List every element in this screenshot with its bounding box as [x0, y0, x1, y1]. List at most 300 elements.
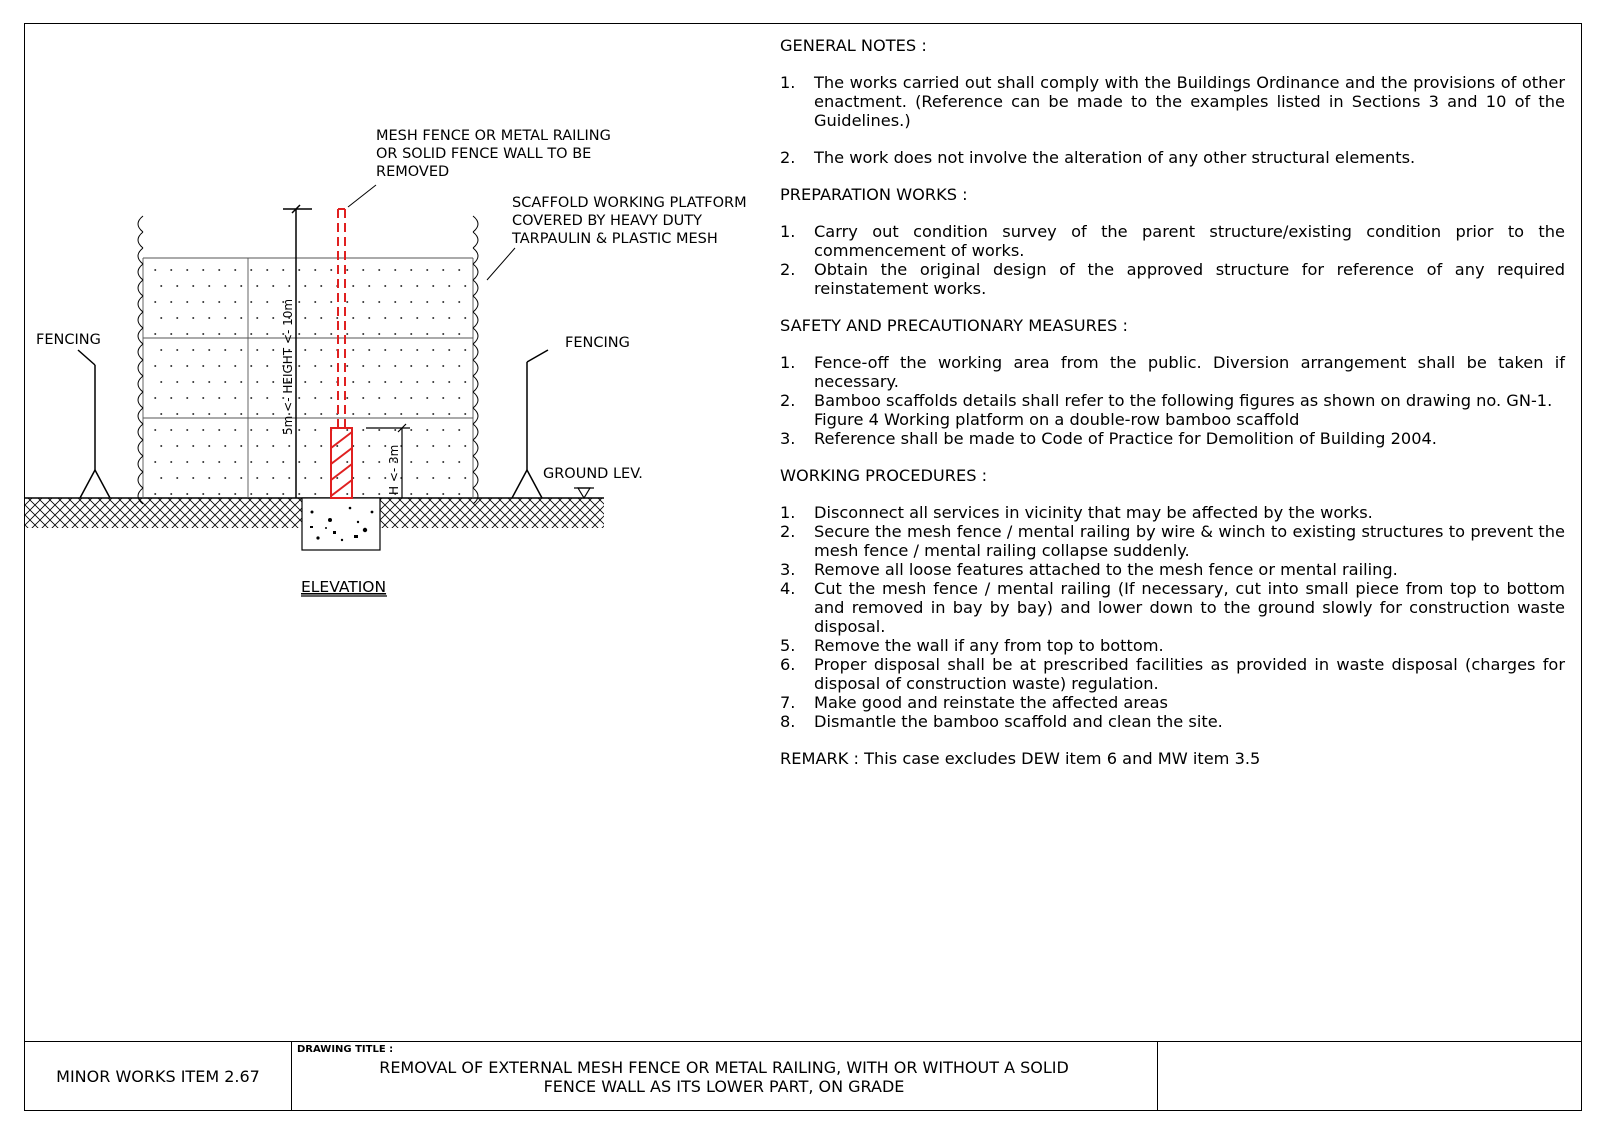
mesh-dot: [298, 365, 300, 367]
footing: [302, 498, 380, 550]
mesh-dot: [202, 461, 204, 463]
mesh-dot: [272, 349, 274, 351]
mesh-dot: [352, 381, 354, 383]
list-item: 8. Dismantle the bamboo scaffold and clean the site.: [780, 712, 1223, 731]
mesh-dot: [250, 429, 252, 431]
scaffold-leader: [487, 248, 515, 280]
mesh-dot: [186, 429, 188, 431]
mesh-dot: [170, 397, 172, 399]
fencing-left-post: [78, 350, 110, 498]
mesh-dot: [160, 349, 162, 351]
mesh-dot: [176, 445, 178, 447]
mesh-dot: [410, 333, 412, 335]
mesh-dot: [256, 445, 258, 447]
mesh-dot: [314, 493, 316, 495]
mesh-dot: [170, 365, 172, 367]
mesh-dot: [170, 461, 172, 463]
mesh-dot: [250, 365, 252, 367]
mesh-dot: [224, 413, 226, 415]
mesh-dot: [250, 333, 252, 335]
mesh-dot: [298, 301, 300, 303]
mesh-dot: [320, 285, 322, 287]
mesh-dot: [368, 445, 370, 447]
mesh-dot: [186, 301, 188, 303]
mesh-dot: [416, 445, 418, 447]
mesh-dot: [432, 413, 434, 415]
mesh-dot: [458, 333, 460, 335]
mesh-dot: [330, 365, 332, 367]
tarpaulin-scallop: [473, 216, 478, 504]
mesh-dot: [250, 461, 252, 463]
mesh-dot: [218, 429, 220, 431]
mesh-dot: [224, 445, 226, 447]
mesh-dot: [448, 349, 450, 351]
mesh-dot: [314, 397, 316, 399]
scaffold-tarpaulin-left: [138, 216, 143, 504]
mesh-dot: [240, 413, 242, 415]
mesh-dot: [384, 413, 386, 415]
mesh-fence-to-remove: [331, 209, 352, 498]
mesh-dot: [218, 365, 220, 367]
mesh-dot: [378, 269, 380, 271]
mesh-dot: [176, 317, 178, 319]
mesh-dot: [160, 381, 162, 383]
mesh-dot: [464, 381, 466, 383]
mesh-dot: [170, 493, 172, 495]
mesh-dot: [234, 269, 236, 271]
mesh-dot: [464, 477, 466, 479]
fencing-left-label: FENCING: [36, 332, 101, 348]
mesh-dot: [218, 397, 220, 399]
mesh-dot: [330, 333, 332, 335]
mesh-dot: [442, 429, 444, 431]
mesh-dot: [234, 493, 236, 495]
mesh-dot: [400, 413, 402, 415]
mesh-dot: [202, 429, 204, 431]
mesh-dot: [352, 285, 354, 287]
mesh-dot: [272, 413, 274, 415]
mesh-dot: [314, 333, 316, 335]
mesh-dot: [362, 269, 364, 271]
mesh-dot: [298, 429, 300, 431]
mesh-dot: [394, 429, 396, 431]
mesh-dot: [346, 397, 348, 399]
mesh-dot: [192, 413, 194, 415]
mesh-dot: [416, 477, 418, 479]
mesh-dot: [202, 301, 204, 303]
ground-level-symbol: [574, 488, 594, 498]
mesh-dot: [362, 493, 364, 495]
mesh-dot: [208, 445, 210, 447]
mesh-dot: [410, 269, 412, 271]
mesh-dot: [218, 461, 220, 463]
mesh-dot: [186, 365, 188, 367]
mesh-dot: [394, 301, 396, 303]
mesh-dot: [282, 493, 284, 495]
mesh-dot: [256, 413, 258, 415]
mesh-dot: [346, 429, 348, 431]
mesh-dot: [314, 365, 316, 367]
mesh-dot: [458, 493, 460, 495]
mesh-dot: [410, 493, 412, 495]
mesh-dot: [160, 285, 162, 287]
mesh-dot: [218, 333, 220, 335]
mesh-dot: [416, 413, 418, 415]
mesh-dot: [304, 413, 306, 415]
mesh-dot: [234, 429, 236, 431]
mesh-dot: [208, 349, 210, 351]
mesh-dot: [394, 333, 396, 335]
mesh-dot: [426, 333, 428, 335]
mesh-dot: [304, 445, 306, 447]
list-item: 7. Make good and reinstate the affected areas: [780, 693, 1168, 712]
mesh-dot: [154, 397, 156, 399]
mesh-dot: [320, 317, 322, 319]
mesh-dot: [394, 269, 396, 271]
mesh-dot: [384, 445, 386, 447]
mesh-dot: [378, 301, 380, 303]
mesh-dot: [192, 317, 194, 319]
procedures-section: [780, 466, 1565, 731]
mesh-dot: [336, 317, 338, 319]
mesh-dot: [224, 349, 226, 351]
mesh-dot: [218, 493, 220, 495]
mesh-dot: [368, 349, 370, 351]
h-dim-label: H <- 3m: [387, 444, 401, 495]
mesh-dot: [272, 381, 274, 383]
mesh-dot: [378, 429, 380, 431]
list-item: 2. Secure the mesh fence / mental railing by wire & winch to existing structures to prevent the mesh fence / mental railing collapse suddenly.: [780, 522, 1565, 560]
mesh-dot: [400, 349, 402, 351]
mesh-dot: [426, 301, 428, 303]
list-item: 2. Obtain the original design of the approved structure for reference of any required reinstatement works.: [780, 260, 1565, 298]
mesh-dot: [346, 333, 348, 335]
mesh-dot: [362, 301, 364, 303]
mesh-fence-label-line1: MESH FENCE OR METAL RAILING: [376, 128, 611, 144]
mesh-dot: [464, 445, 466, 447]
mesh-dot: [384, 477, 386, 479]
mesh-dot: [320, 477, 322, 479]
height-dim-label: 5m <- HEIGHT <- 10m: [281, 298, 295, 435]
mesh-dot: [416, 285, 418, 287]
mesh-dot: [170, 429, 172, 431]
mesh-dot: [298, 397, 300, 399]
mesh-dot: [314, 429, 316, 431]
mesh-dot: [272, 477, 274, 479]
list-item: 3. Remove all loose features attached to the mesh fence or mental railing.: [780, 560, 1398, 579]
mesh-dot: [442, 333, 444, 335]
mesh-dot: [352, 413, 354, 415]
mesh-dot: [448, 285, 450, 287]
mesh-dot: [272, 445, 274, 447]
mesh-dot: [304, 285, 306, 287]
mesh-dot: [176, 381, 178, 383]
mesh-dot: [272, 317, 274, 319]
drawing-title-cell: [291, 1042, 1158, 1110]
mesh-dot: [410, 365, 412, 367]
mesh-dot: [256, 285, 258, 287]
mesh-dot: [352, 349, 354, 351]
mesh-dot: [282, 461, 284, 463]
mesh-dot: [410, 301, 412, 303]
mesh-dot: [218, 301, 220, 303]
mesh-dot: [304, 349, 306, 351]
mesh-dot: [266, 269, 268, 271]
mesh-dot: [432, 381, 434, 383]
mesh-dot: [256, 381, 258, 383]
mesh-dot: [202, 269, 204, 271]
drawing-title-label: DRAWING TITLE :: [297, 1044, 394, 1055]
general-notes-heading: GENERAL NOTES :: [780, 36, 927, 55]
mesh-dot: [160, 477, 162, 479]
safety-section: [780, 316, 1565, 448]
mesh-dot: [464, 285, 466, 287]
mesh-dot: [432, 285, 434, 287]
mesh-dot: [320, 413, 322, 415]
mesh-dot: [362, 397, 364, 399]
list-item: 2. The work does not involve the alteration of any other structural elements.: [780, 148, 1416, 167]
mesh-dot: [250, 397, 252, 399]
list-item: 1. Fence-off the working area from the public. Diversion arrangement shall be taken if necessary.: [780, 353, 1565, 391]
mesh-fence-label-line2: OR SOLID FENCE WALL TO BE: [376, 146, 592, 162]
mesh-dot: [288, 285, 290, 287]
mesh-dot: [240, 477, 242, 479]
mesh-dot: [154, 365, 156, 367]
list-item: 1. Carry out condition survey of the parent structure/existing condition prior to the commencement of works.: [780, 222, 1565, 260]
mesh-dot: [442, 365, 444, 367]
mesh-dot: [234, 333, 236, 335]
mesh-dot: [458, 461, 460, 463]
mesh-dot: [378, 333, 380, 335]
mesh-dot: [442, 493, 444, 495]
mesh-dot: [186, 493, 188, 495]
mesh-dot: [298, 269, 300, 271]
mesh-dot: [266, 397, 268, 399]
mesh-dot: [432, 445, 434, 447]
mesh-dot: [154, 461, 156, 463]
list-item: 1. The works carried out shall comply with the Buildings Ordinance and the provisions of other enactment. (Reference can be made to the examples listed in Sections 3 and 10 of the Guidelines.): [780, 73, 1565, 130]
mesh-dot: [234, 397, 236, 399]
mesh-dot: [458, 269, 460, 271]
mesh-dot: [240, 445, 242, 447]
mesh-dot: [170, 301, 172, 303]
mesh-dot: [154, 333, 156, 335]
mesh-dot: [224, 317, 226, 319]
mesh-dot: [266, 333, 268, 335]
mesh-dot: [464, 317, 466, 319]
list-item: 6. Proper disposal shall be at prescribed facilities as provided in waste disposal (charges for disposal of construction waste) regulation.: [780, 655, 1565, 693]
scaffold-mesh-dots: [154, 269, 466, 495]
mesh-dot: [346, 269, 348, 271]
mesh-dot: [266, 365, 268, 367]
mesh-dot: [192, 349, 194, 351]
mesh-dot: [394, 397, 396, 399]
mesh-dot: [266, 493, 268, 495]
tarpaulin-scallop: [138, 216, 143, 504]
mesh-dot: [378, 461, 380, 463]
mesh-dot: [448, 413, 450, 415]
mesh-dot: [426, 493, 428, 495]
mesh-dot: [234, 301, 236, 303]
mesh-dot: [442, 301, 444, 303]
mesh-dot: [426, 429, 428, 431]
mesh-dot: [256, 317, 258, 319]
mesh-dot: [304, 317, 306, 319]
mesh-dot: [250, 493, 252, 495]
mesh-dot: [346, 461, 348, 463]
mesh-dot: [298, 493, 300, 495]
mesh-dot: [394, 365, 396, 367]
fencing-right-label: FENCING: [565, 335, 630, 351]
mesh-dot: [432, 317, 434, 319]
mesh-dot: [288, 445, 290, 447]
mesh-dot: [256, 349, 258, 351]
mesh-dot: [314, 269, 316, 271]
mesh-dot: [458, 301, 460, 303]
mesh-dot: [362, 429, 364, 431]
mesh-dot: [240, 285, 242, 287]
list-item: 4. Cut the mesh fence / mental railing (If necessary, cut into small piece from top to bottom and removed in bay by bay) and lower down to the ground slowly for construction waste disposal.: [780, 579, 1565, 636]
mesh-dot: [234, 365, 236, 367]
mesh-dot: [330, 397, 332, 399]
mesh-dot: [458, 397, 460, 399]
mesh-dot: [202, 397, 204, 399]
mesh-dot: [378, 397, 380, 399]
scaffold-frame: [143, 258, 473, 498]
mesh-dot: [202, 493, 204, 495]
mesh-dot: [448, 317, 450, 319]
mesh-dot: [160, 317, 162, 319]
mesh-dot: [320, 445, 322, 447]
mesh-dot: [458, 365, 460, 367]
mesh-fence-leader: [348, 185, 376, 207]
mesh-dot: [160, 445, 162, 447]
mesh-dot: [448, 381, 450, 383]
drawing-title-line1: REMOVAL OF EXTERNAL MESH FENCE OR METAL RAILING, WITH OR WITHOUT A SOLID: [379, 1058, 1069, 1077]
mesh-dot: [186, 461, 188, 463]
mesh-dot: [202, 333, 204, 335]
list-item: 5. Remove the wall if any from top to bottom.: [780, 636, 1164, 655]
mesh-dot: [378, 365, 380, 367]
mesh-dot: [218, 269, 220, 271]
mesh-dot: [240, 381, 242, 383]
mesh-dot: [160, 413, 162, 415]
mesh-dot: [464, 349, 466, 351]
mesh-dot: [250, 269, 252, 271]
scaffold-label-line1: SCAFFOLD WORKING PLATFORM: [512, 195, 747, 211]
mesh-dot: [266, 301, 268, 303]
mesh-dot: [272, 285, 274, 287]
mesh-dot: [320, 381, 322, 383]
mesh-dot: [208, 285, 210, 287]
mesh-dot: [416, 349, 418, 351]
mesh-dot: [362, 333, 364, 335]
mesh-dot: [362, 365, 364, 367]
mesh-dot: [416, 381, 418, 383]
drawing-title: [291, 1058, 1157, 1096]
mesh-dot: [176, 413, 178, 415]
mesh-dot: [234, 461, 236, 463]
scaffold-label-line2: COVERED BY HEAVY DUTY: [512, 213, 702, 229]
mesh-dot: [208, 381, 210, 383]
list-item: 3. Reference shall be made to Code of Practice for Demolition of Building 2004.: [780, 429, 1437, 448]
mesh-dot: [368, 413, 370, 415]
mesh-dot: [352, 317, 354, 319]
mesh-dot: [384, 349, 386, 351]
mesh-dot: [224, 477, 226, 479]
ground-level-label: GROUND LEV.: [543, 466, 643, 482]
mesh-dot: [362, 461, 364, 463]
mesh-dot: [208, 477, 210, 479]
mesh-dot: [192, 285, 194, 287]
mesh-dot: [384, 285, 386, 287]
mesh-dot: [368, 381, 370, 383]
procedures-heading: WORKING PROCEDURES :: [780, 466, 988, 485]
mesh-dot: [176, 477, 178, 479]
mesh-dot: [368, 477, 370, 479]
elevation-label: ELEVATION: [301, 578, 387, 596]
mesh-dot: [448, 477, 450, 479]
mesh-dot: [336, 445, 338, 447]
mesh-dot: [240, 317, 242, 319]
mesh-dot: [330, 269, 332, 271]
mesh-dot: [256, 477, 258, 479]
mesh-dot: [384, 317, 386, 319]
elevation-diagram: [0, 0, 780, 620]
mesh-dot: [202, 365, 204, 367]
mesh-dot: [410, 461, 412, 463]
mesh-dot: [314, 461, 316, 463]
list-item: 2. Bamboo scaffolds details shall refer to the following figures as shown on drawing no. GN-1. Figure 4 Working platform on a double-row bamboo scaffold: [780, 391, 1553, 429]
preparation-section: [780, 185, 1565, 298]
mesh-dot: [154, 429, 156, 431]
mesh-dot: [400, 317, 402, 319]
mesh-dot: [400, 381, 402, 383]
mesh-dot: [250, 301, 252, 303]
preparation-heading: PREPARATION WORKS :: [780, 185, 968, 204]
mesh-dot: [224, 381, 226, 383]
mesh-dot: [426, 365, 428, 367]
mesh-dot: [170, 269, 172, 271]
general-notes-section: [780, 36, 1565, 167]
mesh-dot: [410, 397, 412, 399]
mesh-dot: [464, 413, 466, 415]
mesh-dot: [330, 301, 332, 303]
mesh-dot: [426, 461, 428, 463]
scaffold-label-line3: TARPAULIN & PLASTIC MESH: [512, 231, 718, 247]
mesh-dot: [448, 445, 450, 447]
mesh-dot: [154, 269, 156, 271]
mesh-dot: [266, 461, 268, 463]
mesh-dot: [410, 429, 412, 431]
remark: REMARK : This case excludes DEW item 6 and MW item 3.5: [780, 749, 1261, 768]
mesh-dot: [208, 317, 210, 319]
minor-works-item: MINOR WORKS ITEM 2.67: [25, 1042, 292, 1110]
mesh-fence-label-line3: REMOVED: [376, 164, 450, 180]
mesh-dot: [442, 461, 444, 463]
drawing-title-line2: FENCE WALL AS ITS LOWER PART, ON GRADE: [543, 1077, 905, 1096]
mesh-dot: [442, 397, 444, 399]
scaffold-tarpaulin-right: [473, 216, 478, 504]
mesh-dot: [186, 397, 188, 399]
mesh-dot: [266, 429, 268, 431]
mesh-dot: [298, 461, 300, 463]
mesh-dot: [240, 349, 242, 351]
mesh-dot: [304, 477, 306, 479]
title-block: [24, 1041, 1582, 1111]
mesh-dot: [208, 413, 210, 415]
mesh-dot: [176, 285, 178, 287]
